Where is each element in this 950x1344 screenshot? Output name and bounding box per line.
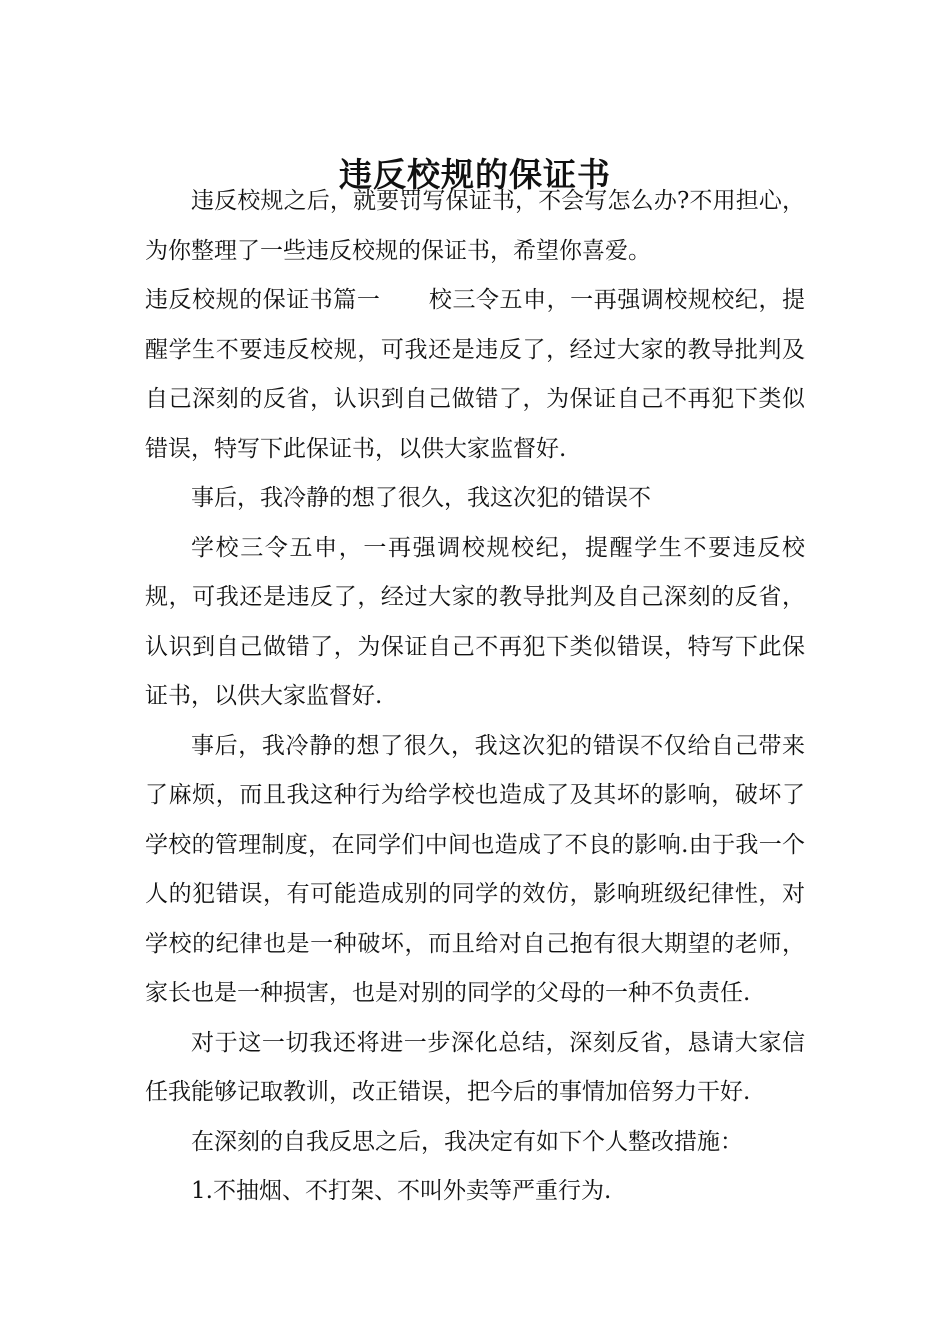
intro-paragraph: 违反校规之后，就要罚写保证书，不会写怎么办?不用担心，为你整理了一些违反校规的保证书，希望你喜爱。 [145, 188, 805, 264]
document-body [145, 177, 805, 1217]
body-paragraph: 在深刻的自我反思之后，我决定有如下个人整改措施： [191, 1128, 743, 1155]
section-1-text: 校三令五申，一再强调校规校纪，提醒学生不要违反校规，可我还是违反了，经过大家的教导批判及自己深刻的反省，认识到自己做错了，为保证自己不再犯下类似错误，特写下此保证书，以供大家监督好. [145, 287, 806, 462]
body-paragraph: 事后，我冷静的想了很久，我这次犯的错误不 [191, 485, 651, 511]
body-paragraph: 学校三令五申，一再强调校规校纪，提醒学生不要违反校规，可我还是违反了，经过大家的教导批判及自己深刻的反省，认识到自己做错了，为保证自己不再犯下类似错误，特写下此保证书，以供大家监督好. [145, 534, 805, 709]
section-1-heading: 违反校规的保证书篇一 [145, 287, 381, 313]
list-item: 1.不抽烟、不打架、不叫外卖等严重行为. [191, 1178, 612, 1204]
section-1-paragraph [145, 276, 805, 474]
body-paragraph: 对于这一切我还将进一步深化总结，深刻反省，恳请大家信任我能够记取教训，改正错误，把今后的事情加倍努力干好. [145, 1029, 805, 1105]
body-paragraph: 事后，我冷静的想了很久，我这次犯的错误不仅给自己带来了麻烦，而且我这种行为给学校也造成了及其坏的影响，破坏了学校的管理制度，在同学们中间也造成了不良的影响.由于我一个人的犯错误，有可能造成别的同学的效仿，影响班级纪律性，对学校的纪律也是一种破坏，而且给对自己抱有很大期望的老师，家长也是一种损害，也是对别的同学的父母的一种不负责任. [145, 732, 805, 1006]
page-title: 违反校规的保证书 [339, 155, 611, 195]
